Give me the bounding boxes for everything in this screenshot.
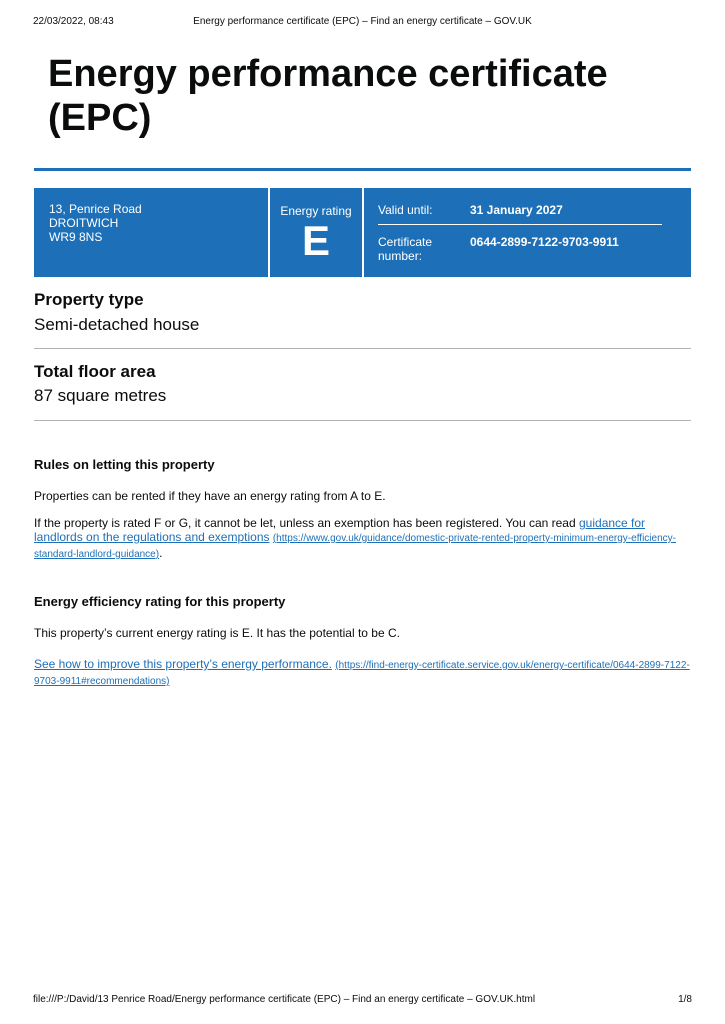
- letting-rules-paragraph-2: [34, 516, 694, 562]
- print-page-number: 1/8: [678, 994, 692, 1005]
- epc-summary-panel: [34, 188, 691, 277]
- section-divider: [34, 348, 691, 349]
- landlord-guidance-link[interactable]: guidance for landlords on the regulations and exemptions: [34, 516, 646, 544]
- efficiency-heading: Energy efficiency rating for this property: [34, 594, 286, 609]
- improve-performance-url[interactable]: (https://find-energy-certificate.service.gov.uk/energy-certificate/0644-2899-7122-9703-9911#recommendations): [34, 660, 690, 687]
- floor-area-heading: Total floor area: [34, 362, 156, 381]
- address-line-2: DROITWICH: [49, 216, 119, 230]
- print-doc-title: Energy performance certificate (EPC) – Find an energy certificate – GOV.UK: [193, 16, 532, 27]
- efficiency-paragraph: This property’s current energy rating is E. It has the potential to be C.: [34, 626, 400, 640]
- letting-rules-text: If the property is rated F or G, it cannot be let, unless an exemption has been registered. You can read: [34, 516, 579, 530]
- print-datetime: 22/03/2022, 08:43: [33, 16, 114, 27]
- page-title: Energy performance certificate (EPC): [48, 53, 608, 139]
- improvement-paragraph: [34, 657, 694, 689]
- landlord-guidance-url[interactable]: (https://www.gov.uk/guidance/domestic-private-rented-property-minimum-energy-efficiency-standard-landlord-guidance): [34, 533, 676, 560]
- valid-until-label: Valid until:: [378, 203, 433, 217]
- valid-until-value: 31 January 2027: [470, 203, 563, 217]
- energy-rating-label: Energy rating: [280, 204, 352, 218]
- summary-inner-rule: [378, 224, 662, 225]
- summary-divider: [362, 188, 364, 277]
- property-type-heading: Property type: [34, 290, 144, 309]
- certificate-number-label: Certificate number:: [378, 235, 433, 263]
- certificate-number-value: 0644-2899-7122-9703-9911: [470, 235, 619, 249]
- section-divider: [34, 420, 691, 421]
- letting-rules-heading: Rules on letting this property: [34, 457, 215, 472]
- print-header: [0, 16, 725, 32]
- print-file-path: file:///P:/David/13 Penrice Road/Energy performance certificate (EPC) – Find an energy certificate – GOV.UK.html: [33, 994, 536, 1005]
- address-line-1: 13, Penrice Road: [49, 202, 142, 216]
- improve-performance-link[interactable]: See how to improve this property’s energy performance.: [34, 657, 332, 671]
- floor-area-value: 87 square metres: [34, 386, 167, 405]
- letting-rules-paragraph-1: Properties can be rented if they have an energy rating from A to E.: [34, 489, 386, 503]
- letting-rules-end: .: [159, 546, 163, 560]
- address-line-3: WR9 8NS: [49, 230, 103, 244]
- property-type-value: Semi-detached house: [34, 315, 200, 334]
- property-address: [49, 202, 142, 244]
- title-divider: [34, 168, 691, 171]
- energy-rating-letter: E: [301, 217, 330, 264]
